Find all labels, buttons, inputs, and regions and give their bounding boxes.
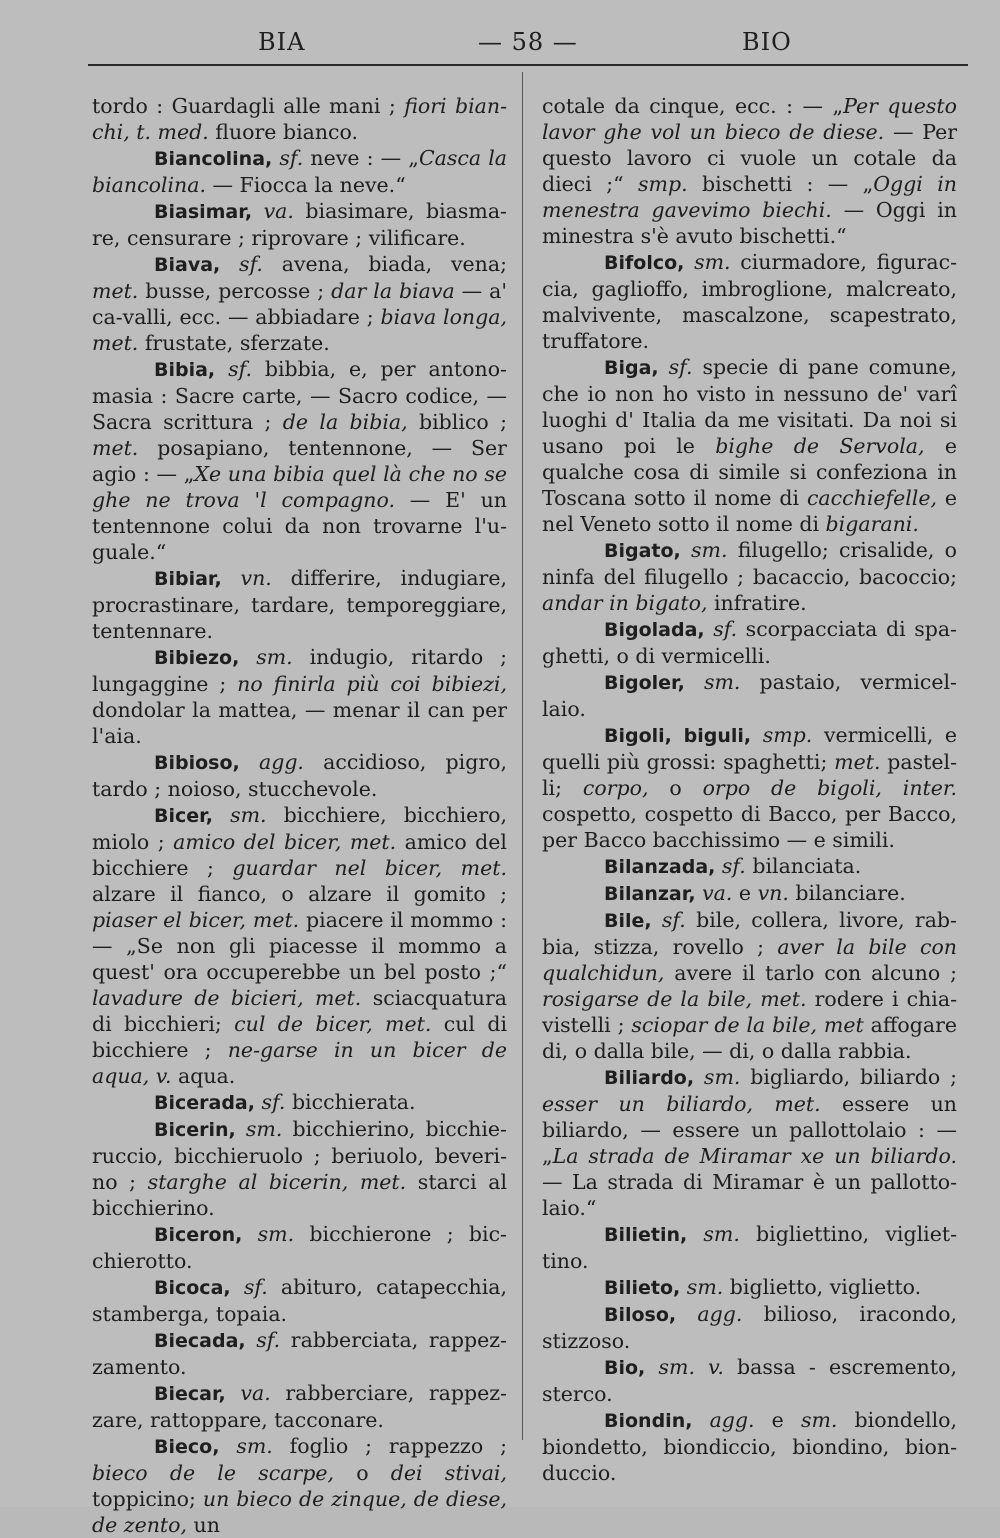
definition-text: — Per questo lavoro ci vuole un cotale da dieci ;“ xyxy=(542,120,958,196)
italic-phrase: cacchiefelle, xyxy=(806,486,937,510)
grammar-abbreviation: sm. xyxy=(245,1117,283,1141)
entry-headword: Biceron, xyxy=(154,1224,243,1246)
italic-phrase: cul de bicer, met. xyxy=(234,1012,432,1036)
definition-text: bicchierino, bicchie-ruccio, bicchieruolo ; beriuolo, beveri-no ; xyxy=(92,1117,507,1194)
italic-phrase: Per questo lavor ghe vol un bieco de diese. xyxy=(542,94,957,144)
italic-phrase: orpo de bigoli, inter. xyxy=(702,776,957,800)
definition-text: ciurmadore, figurac-cia, gaglioffo, imbroglione, malcreato, malvivente, mascalzone, scapestrato, truffatore. xyxy=(542,250,957,353)
grammar-abbreviation: sm. xyxy=(257,1222,295,1246)
definition-text: sciacquatura di bicchieri; xyxy=(92,986,507,1036)
grammar-abbreviation: sf. xyxy=(239,252,263,276)
grammar-abbreviation: sf. xyxy=(668,355,693,379)
dictionary-entry xyxy=(542,249,957,354)
grammar-abbreviation: sm. v. xyxy=(658,1355,724,1379)
italic-phrase: esser un biliardo, met. xyxy=(542,1092,821,1116)
grammar-abbreviation: sm. xyxy=(694,250,731,274)
dictionary-entry xyxy=(92,1089,507,1116)
entry-headword: Bifolco, xyxy=(604,252,685,274)
dictionary-entry xyxy=(92,145,507,198)
italic-phrase: bigarani. xyxy=(825,512,919,536)
dictionary-entry xyxy=(92,1116,507,1221)
definition-text xyxy=(240,750,259,774)
definition-text: bigliardo, biliardo ; xyxy=(740,1065,957,1089)
definition-text: e qualche cosa di simile si confeziona in Toscana sotto il nome di xyxy=(542,434,957,510)
italic-phrase: Casca la biancolina. xyxy=(92,146,507,197)
definition-text: affogare di, o dalla bile, — di, o dalla rabbia. xyxy=(542,1013,958,1063)
entry-headword: Bibiezo, xyxy=(154,647,240,669)
grammar-abbreviation: sm. xyxy=(236,1434,273,1458)
entry-headword: Bigoler, xyxy=(604,672,685,694)
grammar-abbreviation: sm. xyxy=(703,1065,741,1089)
entry-headword: Biecada, xyxy=(154,1330,246,1352)
italic-phrase: aver la bile con qualchidun, xyxy=(542,935,957,985)
dictionary-entry xyxy=(542,1064,957,1221)
grammar-abbreviation: va. xyxy=(240,1381,271,1405)
definition-text xyxy=(219,1434,236,1458)
italic-phrase: rosigarse de la bile, met. xyxy=(542,987,807,1011)
definition-text xyxy=(692,1408,709,1432)
dictionary-entry xyxy=(542,853,957,880)
definition-text xyxy=(751,723,763,747)
italic-phrase: corpo, xyxy=(582,776,649,800)
definition-text: accidioso, pigro, tardo ; noioso, stucchevole. xyxy=(92,750,507,801)
definition-text: biondello, biondetto, biondiccio, biondino, bion-duccio. xyxy=(542,1408,957,1485)
grammar-abbreviation: met. xyxy=(92,279,139,303)
grammar-abbreviation: sm. xyxy=(691,538,728,562)
definition-text: differire, indugiare, procrastinare, tardare, temporeggiare, tentennare. xyxy=(92,566,507,643)
header-left-guideword: BIA xyxy=(258,28,306,56)
grammar-abbreviation: va. xyxy=(702,881,733,905)
dictionary-entry xyxy=(542,1407,957,1486)
dictionary-entry xyxy=(542,354,957,537)
header-rule xyxy=(88,64,968,66)
definition-text: vermicelli, e quelli più grossi: spaghetti; xyxy=(542,723,957,774)
entry-headword: Biancolina, xyxy=(154,148,273,170)
dictionary-entry xyxy=(542,537,957,616)
definition-text: frustate, sferzate. xyxy=(138,331,330,355)
italic-phrase: no finirla più coi bibiezi, xyxy=(237,672,507,696)
entry-headword: Bicoca, xyxy=(154,1277,231,1299)
definition-text: starci al bicchierino. xyxy=(92,1170,508,1220)
definition-text: pastaio, vermicel-laio. xyxy=(542,670,957,721)
italic-phrase: amico del bicer, met. xyxy=(173,830,397,854)
italic-phrase: biava longa, met. xyxy=(92,305,507,355)
definition-text: neve : — „ xyxy=(303,146,419,170)
definition-text: scorpacciata di spa-ghetti, o di vermicelli. xyxy=(542,617,957,668)
grammar-abbreviation: sm. xyxy=(800,1408,838,1432)
dictionary-entry xyxy=(542,1221,957,1274)
definition-text: biasimare, biasma-re, censurare ; riprovare ; vilificare. xyxy=(92,199,507,250)
dictionary-entry xyxy=(92,1274,507,1327)
definition-text xyxy=(226,1381,241,1405)
definition-text xyxy=(694,1065,704,1089)
definition-text: posapiano, tentennone, — Ser agio : — „ xyxy=(92,436,507,486)
definition-text: e nel Veneto sotto il nome di xyxy=(542,486,957,536)
grammar-abbreviation: sf. xyxy=(713,617,738,641)
dictionary-entry xyxy=(92,1327,507,1380)
entry-headword: Bilieto, xyxy=(604,1277,681,1299)
definition-text: — a' ca-valli, ecc. — abbiadare ; xyxy=(92,279,507,329)
entry-headword: Biga, xyxy=(604,357,659,379)
definition-text: bassa - escremento, sterco. xyxy=(542,1355,957,1406)
definition-text: bischetti : — „ xyxy=(687,172,874,196)
entry-headword: Bilanzada, xyxy=(604,856,716,878)
grammar-abbreviation: sf. xyxy=(256,1328,281,1352)
definition-text: fluore bianco. xyxy=(208,120,359,144)
definition-text: abituro, catapecchia, stamberga, topaia. xyxy=(92,1275,507,1326)
italic-phrase: bighe de Servola, xyxy=(715,434,925,458)
grammar-abbreviation: sf. xyxy=(661,908,686,932)
definition-text xyxy=(215,357,228,381)
definition-text: bicchierata. xyxy=(285,1090,416,1114)
page-number: — 58 — xyxy=(478,28,578,56)
definition-text: rabberciare, rappez-zare, rattoppare, tacconare. xyxy=(92,1381,507,1432)
definition-text: aqua. xyxy=(171,1064,236,1088)
definition-text: filugello; crisalide, o ninfa del filugello ; bacaccio, bacoccio; xyxy=(542,538,957,589)
italic-phrase: andar in bigato, xyxy=(542,591,708,615)
definition-text: bicchiere, bicchiero, miolo ; xyxy=(92,803,507,854)
dictionary-entry xyxy=(92,1380,507,1433)
italic-phrase: piaser el bicer, met. xyxy=(92,908,300,932)
definition-text: avere il tarlo con alcuno ; xyxy=(664,961,957,985)
definition-text: avena, biada, vena; xyxy=(262,252,507,276)
definition-text: biblico ; xyxy=(407,410,507,434)
entry-headword: Bilanzar, xyxy=(604,883,696,905)
definition-text xyxy=(681,538,691,562)
definition-text: foglio ; rappezzo ; xyxy=(272,1434,507,1458)
definition-text xyxy=(684,250,694,274)
entry-headword: Bilietin, xyxy=(604,1224,688,1246)
entry-headword: Bio, xyxy=(604,1357,646,1379)
dictionary-entry xyxy=(542,1301,957,1354)
italic-phrase: sciopar de la bile, met xyxy=(631,1013,864,1037)
definition-text xyxy=(252,199,264,223)
dictionary-entry xyxy=(92,251,507,356)
italic-phrase: Xe una bibia quel là che no se ghe ne trova 'l compagno. xyxy=(92,462,507,512)
italic-phrase: La strada de Miramar xe un biliardo. xyxy=(552,1144,957,1168)
definition-text: o xyxy=(648,776,703,800)
dictionary-entry xyxy=(542,616,957,669)
definition-text xyxy=(222,566,241,590)
grammar-abbreviation: met. xyxy=(92,436,139,460)
dictionary-entry xyxy=(92,749,507,802)
grammar-abbreviation: sm. xyxy=(230,803,267,827)
entry-headword: Bicerin, xyxy=(154,1119,236,1141)
italic-phrase: Oggi in menestra gavevimo biechi. xyxy=(542,172,958,222)
grammar-abbreviation: sf. xyxy=(243,1275,268,1299)
italic-phrase: fiori bian-chi, t. med. xyxy=(92,94,507,144)
grammar-abbreviation: sm. xyxy=(686,1275,724,1299)
definition-text xyxy=(231,1275,244,1299)
italic-phrase: dei stivai, xyxy=(390,1461,507,1485)
grammar-abbreviation: met. xyxy=(834,750,881,774)
italic-phrase: ne-garse in un bicer de aqua, v. xyxy=(92,1038,508,1088)
grammar-abbreviation: sf. xyxy=(721,854,746,878)
grammar-abbreviation: smp. xyxy=(638,172,688,196)
definition-text: — Oggi in minestra s'è avuto bischetti.“ xyxy=(542,198,958,248)
italic-phrase: bieco de le scarpe, xyxy=(92,1461,335,1485)
dictionary-entry xyxy=(92,1433,507,1538)
italic-phrase: un bieco de zinque, de diese, de zento, xyxy=(92,1487,507,1537)
dictionary-entry xyxy=(92,1221,507,1274)
definition-text xyxy=(676,1302,697,1326)
definition-text: — Fiocca la neve.“ xyxy=(205,173,406,197)
definition-text: indugio, ritardo ; lungaggine ; xyxy=(92,645,507,696)
definition-text xyxy=(239,645,256,669)
dictionary-entry xyxy=(92,802,507,1089)
dictionary-entry xyxy=(92,565,507,644)
grammar-abbreviation: agg. xyxy=(709,1408,755,1432)
entry-headword: Bibioso, xyxy=(154,752,240,774)
definition-text: cospetto, cospetto di Bacco, per Bacco, per Bacco bacchissimo — e simili. xyxy=(542,802,957,852)
column-divider xyxy=(522,72,523,1440)
italic-phrase: dar la biava xyxy=(331,279,455,303)
grammar-abbreviation: smp. xyxy=(762,723,813,747)
entry-headword: Bile, xyxy=(604,910,652,932)
definition-text: specie di pane comune, che io non ho visto in nessuno de' varî luoghi d' Italia da me visitati. Da noi si usano poi le xyxy=(542,355,957,458)
entry-headword: Bicerada, xyxy=(154,1092,255,1114)
definition-text: — E' un tentennone colui da non trovarne l'u-guale.“ xyxy=(92,488,507,564)
italic-phrase: lavadure de bicieri, met. xyxy=(92,986,362,1010)
dictionary-entry xyxy=(542,669,957,722)
definition-text: amico del bicchiere ; xyxy=(92,830,507,880)
definition-text: bile, collera, livore, rab-bia, stizza, rovello ; xyxy=(542,908,957,959)
definition-text: busse, percosse ; xyxy=(138,279,332,303)
definition-text xyxy=(236,1117,246,1141)
definition-text xyxy=(246,1328,257,1352)
definition-text: infratire. xyxy=(707,591,807,615)
definition-text: bilioso, iracondo, stizzoso. xyxy=(542,1302,957,1353)
grammar-abbreviation: agg. xyxy=(258,750,304,774)
entry-headword: Bibiar, xyxy=(154,568,222,590)
grammar-abbreviation: va. xyxy=(263,199,294,223)
dictionary-entry xyxy=(542,722,957,853)
grammar-abbreviation: vn. xyxy=(757,881,789,905)
definition-text: un xyxy=(187,1513,220,1537)
header-right-guideword: BIO xyxy=(742,28,792,56)
entry-headword: Bigolada, xyxy=(604,619,705,641)
definition-text: tordo : Guardagli alle mani ; xyxy=(92,94,405,118)
entry-headword: Bieco, xyxy=(154,1436,220,1458)
definition-text: bibbia, e, per antono-masia : Sacre carte, — Sacro codice, — Sacra scrittura ; xyxy=(92,357,507,434)
definition-text: — La strada di Miramar è un pallotto-laio.“ xyxy=(542,1170,957,1220)
definition-text: dondolar la mattea, — menar il can per l'aia. xyxy=(92,698,507,748)
dictionary-entry xyxy=(542,907,957,1064)
grammar-abbreviation: sf. xyxy=(279,146,304,170)
entry-headword: Biava, xyxy=(154,254,221,276)
entry-headword: Biondin, xyxy=(604,1410,693,1432)
definition-text xyxy=(659,355,669,379)
entry-headword: Bigato, xyxy=(604,540,681,562)
definition-text: bilanciata. xyxy=(745,854,862,878)
definition-text: bilanciare. xyxy=(788,881,906,905)
definition-text xyxy=(705,617,714,641)
definition-text xyxy=(652,908,662,932)
definition-text: toppicino; xyxy=(92,1487,203,1511)
grammar-abbreviation: sf. xyxy=(228,357,252,381)
definition-text: rodere i chia-vistelli ; xyxy=(542,987,958,1037)
definition-text: alzare il fianco, o alzare il gomito ; xyxy=(92,882,507,906)
grammar-abbreviation: sm. xyxy=(256,645,293,669)
entry-headword: Biloso, xyxy=(604,1304,677,1326)
dictionary-entry xyxy=(92,198,507,251)
grammar-abbreviation: sm. xyxy=(703,670,741,694)
entry-headword: Biliardo, xyxy=(604,1067,695,1089)
definition-text: essere un biliardo, — essere un pallottolaio : — „ xyxy=(542,1092,957,1168)
definition-text xyxy=(645,1355,658,1379)
definition-text xyxy=(213,803,230,827)
dictionary-entry xyxy=(92,644,507,749)
grammar-abbreviation: sm. xyxy=(703,1222,740,1246)
entry-headword: Bicer, xyxy=(154,805,213,827)
definition-text: e xyxy=(732,881,758,905)
grammar-abbreviation: sf. xyxy=(261,1090,286,1114)
definition-text: bicchierone ; bic-chierotto. xyxy=(92,1222,507,1273)
definition-text: pastel-li; xyxy=(542,750,957,800)
definition-text xyxy=(687,1222,703,1246)
dictionary-entry xyxy=(92,356,507,565)
definition-text xyxy=(242,1222,257,1246)
entry-headword: Bibia, xyxy=(154,359,216,381)
dictionary-entry xyxy=(542,1354,957,1407)
entry-headword: Biasimar, xyxy=(154,201,253,223)
dictionary-entry xyxy=(542,880,957,907)
entry-headword: Bigoli, biguli, xyxy=(604,725,752,747)
definition-text: e xyxy=(754,1408,801,1432)
definition-text xyxy=(685,670,704,694)
definition-text: cotale da cinque, ecc. : — „ xyxy=(542,94,844,118)
grammar-abbreviation: agg. xyxy=(697,1302,743,1326)
right-column xyxy=(542,93,957,1486)
definition-text: cul di bicchiere ; xyxy=(92,1012,507,1062)
definition-text: piacere il mommo : — „Se non gli piacesse il mommo a quest' ora occuperebbe un bel posto ;“ xyxy=(92,908,507,984)
left-column xyxy=(92,93,507,1538)
italic-phrase: starghe al bicerin, met. xyxy=(147,1170,407,1194)
grammar-abbreviation: vn. xyxy=(240,566,272,590)
definition-text: bigliettino, vigliet-tino. xyxy=(542,1222,957,1273)
definition-text xyxy=(220,252,239,276)
italic-phrase: guardar nel bicer, met. xyxy=(232,856,508,880)
entry-headword: Biecar, xyxy=(154,1383,226,1405)
definition-text: rabberciata, rappez-zamento. xyxy=(92,1328,507,1379)
entry-continuation xyxy=(92,93,507,145)
dictionary-entry xyxy=(542,1274,957,1301)
italic-phrase: de la bibia, xyxy=(282,410,408,434)
entry-continuation xyxy=(542,93,957,249)
definition-text: biglietto, viglietto. xyxy=(723,1275,922,1299)
definition-text: o xyxy=(334,1461,391,1485)
